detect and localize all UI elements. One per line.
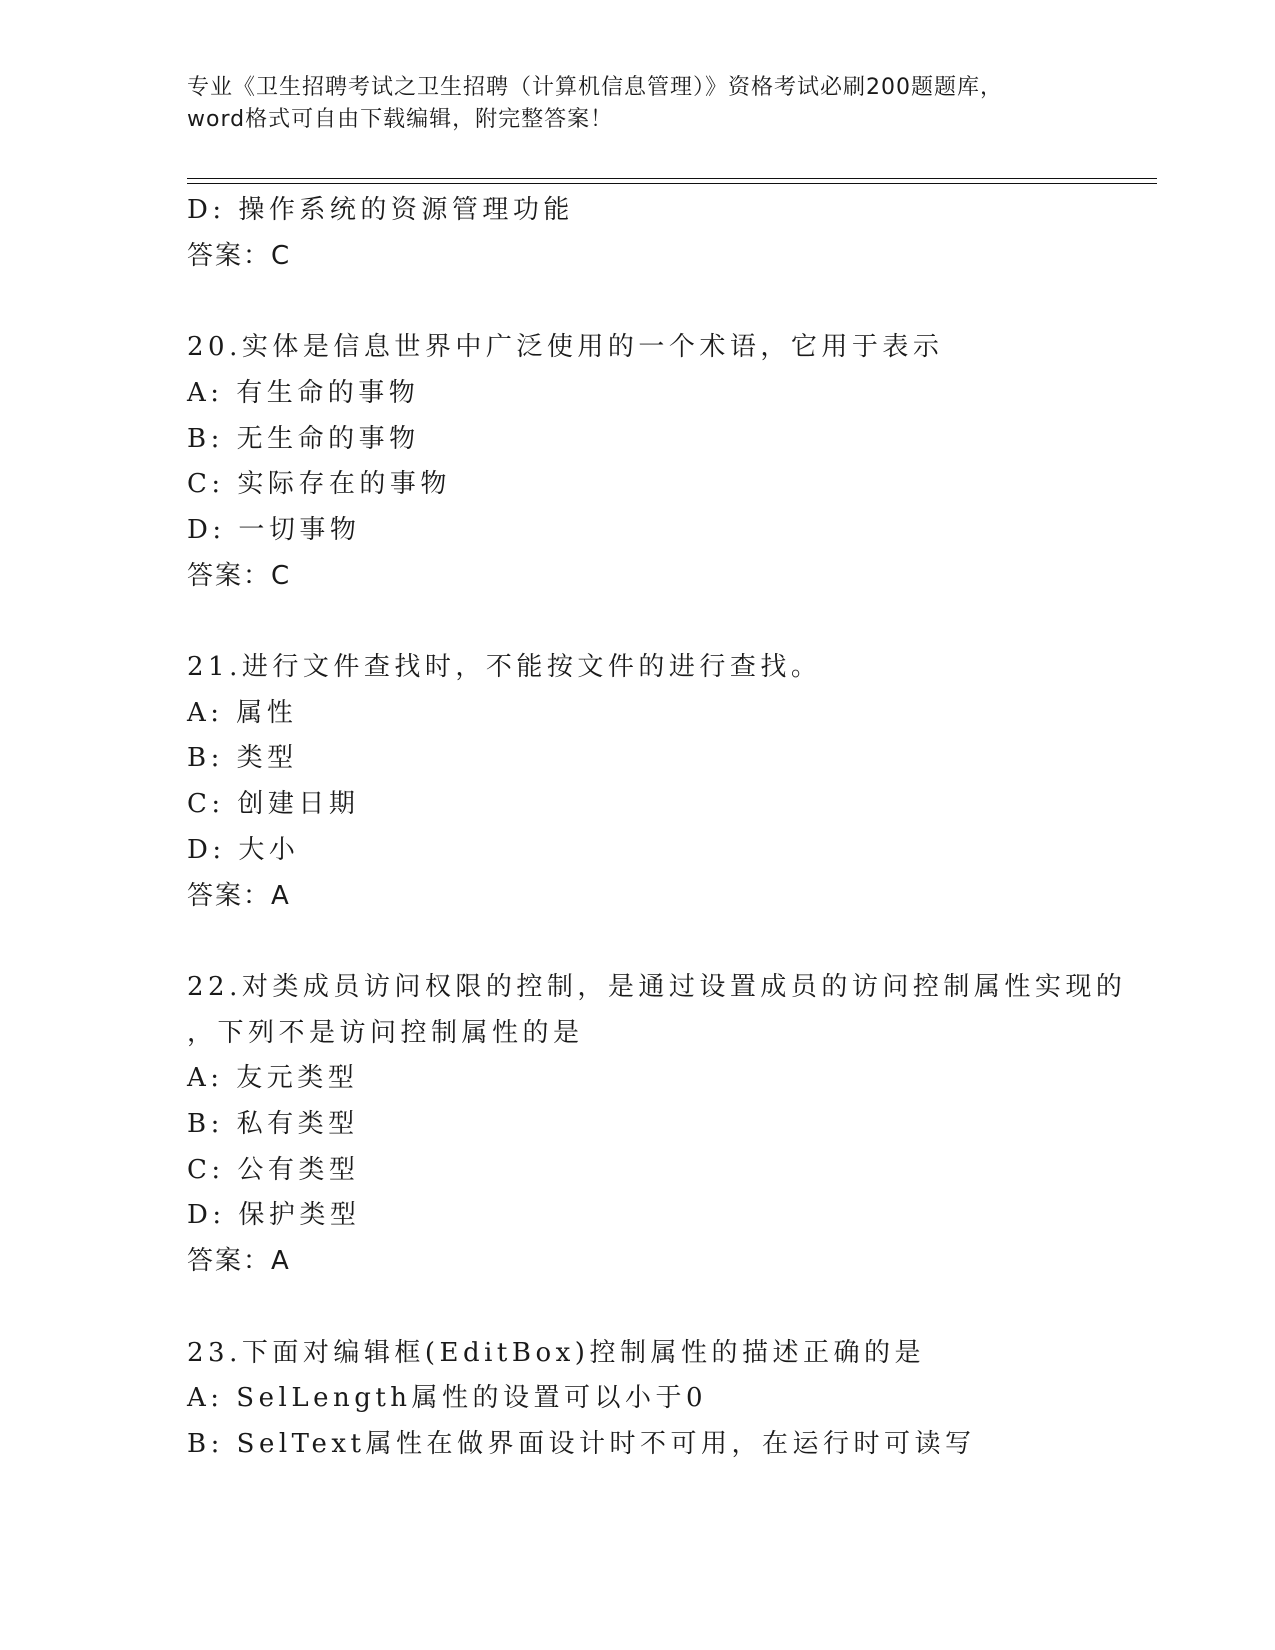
option-c: C: 公有类型 bbox=[187, 1154, 360, 1185]
option-a: A: SelLength属性的设置可以小于0 bbox=[187, 1383, 708, 1414]
option-b: B: SelText属性在做界面设计时不可用，在运行时可读写 bbox=[187, 1428, 976, 1459]
question-21 bbox=[187, 645, 1167, 919]
document-header bbox=[187, 72, 1087, 136]
spacer bbox=[187, 1285, 1167, 1331]
answer-value: C bbox=[271, 560, 292, 591]
answer-value: C bbox=[271, 240, 292, 271]
option-d: D: 保护类型 bbox=[187, 1200, 361, 1231]
answer-label: 答案： bbox=[187, 240, 272, 271]
option-c: C: 创建日期 bbox=[187, 789, 360, 820]
answer-label: 答案： bbox=[187, 880, 272, 911]
answer-label: 答案： bbox=[187, 560, 272, 591]
answer-label: 答案： bbox=[187, 1246, 272, 1277]
option-c: C: 实际存在的事物 bbox=[187, 469, 451, 500]
header-line-2: word格式可自由下载编辑，附完整答案！ bbox=[187, 107, 614, 132]
option-d: D: 一切事物 bbox=[187, 514, 361, 545]
spacer bbox=[187, 599, 1167, 645]
option-b: B: 私有类型 bbox=[187, 1109, 359, 1140]
question-list bbox=[187, 188, 1167, 1468]
previous-question-tail bbox=[187, 188, 1167, 279]
option-b: B: 无生命的事物 bbox=[187, 423, 420, 454]
spacer bbox=[187, 919, 1167, 965]
option-a: A: 有生命的事物 bbox=[187, 377, 420, 408]
spacer bbox=[187, 279, 1167, 325]
header-line-1: 专业《卫生招聘考试之卫生招聘（计算机信息管理）》资格考试必刷200题题库， bbox=[187, 75, 1003, 100]
question-22 bbox=[187, 965, 1167, 1285]
answer-value: A bbox=[271, 880, 291, 911]
option-d: D: 操作系统的资源管理功能 bbox=[187, 195, 574, 225]
answer-line bbox=[187, 554, 1167, 600]
option-a: A: 友元类型 bbox=[187, 1063, 359, 1094]
answer-line bbox=[187, 874, 1167, 920]
question-23 bbox=[187, 1331, 1167, 1468]
question-20 bbox=[187, 325, 1167, 599]
question-stem-line-2: ，下列不是访问控制属性的是 bbox=[187, 1017, 584, 1048]
answer-line bbox=[187, 1239, 1167, 1285]
question-stem: 21.进行文件查找时，不能按文件的进行查找。 bbox=[187, 652, 822, 682]
option-b: B: 类型 bbox=[187, 743, 298, 774]
header-divider-bottom bbox=[187, 183, 1157, 184]
option-d: D: 大小 bbox=[187, 834, 300, 865]
question-stem: 23.下面对编辑框(EditBox)控制属性的描述正确的是 bbox=[187, 1337, 925, 1368]
answer-value: A bbox=[271, 1246, 291, 1277]
answer-line bbox=[187, 234, 1167, 280]
header-divider-top bbox=[187, 178, 1157, 179]
question-stem-line-1: 22.对类成员访问权限的控制，是通过设置成员的访问控制属性实现的 bbox=[187, 971, 1127, 1002]
option-a: A: 属性 bbox=[187, 697, 298, 728]
question-stem: 20.实体是信息世界中广泛使用的一个术语，它用于表示 bbox=[187, 332, 944, 363]
